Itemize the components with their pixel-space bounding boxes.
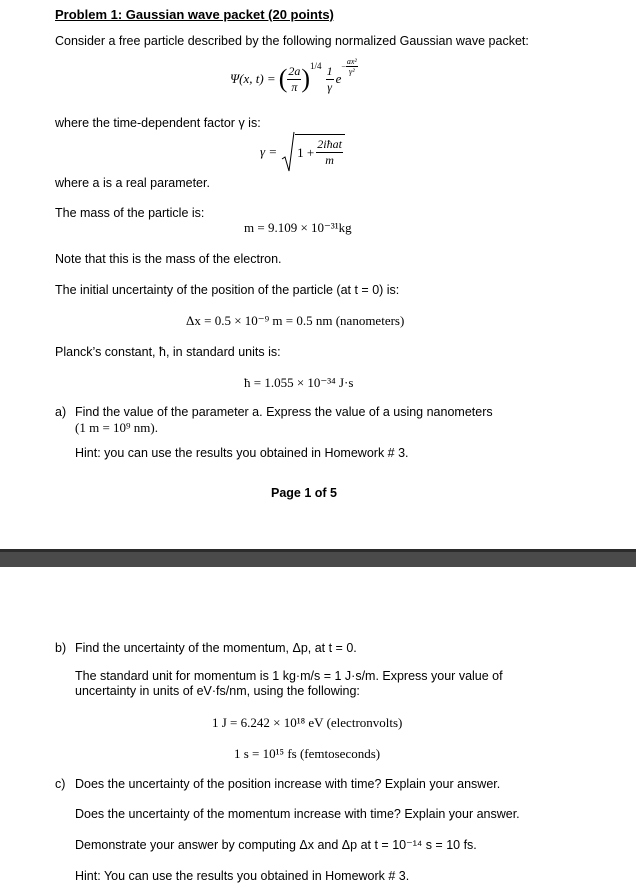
gamma-num: 2iħat [317,137,342,151]
one-over-gamma [326,64,334,95]
problem-title: Problem 1: Gaussian wave packet (20 points) [55,7,334,22]
left-paren: ( [278,64,288,93]
part-a-hint: Hint: you can use the results you obtained in Homework # 3. [75,446,409,460]
mass-equation: m = 9.109 × 10⁻³¹kg [244,220,352,235]
part-c-line1: Does the uncertainty of the position increase with time? Explain your answer. [75,777,501,791]
gamma-den: m [325,153,334,167]
exp-e: e [335,71,342,86]
intro-text: Consider a free particle described by the following normalized Gaussian wave packet: [55,34,529,48]
mass-intro: The mass of the particle is: [55,206,205,220]
part-b-label: b) [55,641,67,655]
gamma-equation [260,131,345,173]
gamma-one-plus: 1 + [297,144,315,160]
psi-fraction [287,64,301,95]
mass-note: Note that this is the mass of the electron. [55,252,282,266]
page-break [0,549,636,567]
dx-equation: Δx = 0.5 × 10⁻⁹ m = 0.5 nm (nanometers) [186,313,405,328]
exp-den: γ² [349,67,355,76]
part-a-label: a) [55,405,67,419]
part-b-line1: Find the uncertainty of the momentum, Δp, at t = 0. [75,641,357,655]
part-b-line3: uncertainty in units of eV·fs/nm, using the following: [75,684,360,698]
part-b-eq1: 1 J = 6.242 × 10¹⁸ eV (electronvolts) [212,715,403,730]
exp-fraction [346,57,358,76]
gamma-denominator: γ [327,79,332,94]
part-b-line2: The standard unit for momentum is 1 kg·m/s = 1 J·s/m. Express your value of [75,669,503,683]
part-a-line1: Find the value of the parameter a. Express the value of a using nanometers [75,405,493,419]
a-parameter-text: where a is a real parameter. [55,176,210,190]
exp-sign: − [341,62,346,71]
gamma-lhs: γ = [260,144,278,159]
psi-frac-den: π [291,79,298,94]
one-numerator: 1 [326,63,333,78]
gamma-fraction [316,137,343,168]
sqrt-body [295,134,345,168]
gamma-intro: where the time-dependent factor γ is: [55,116,261,130]
exp-term [341,57,357,76]
part-c-line3: Demonstrate your answer by computing Δx and Δp at t = 10⁻¹⁴ s = 10 fs. [75,838,477,852]
sqrt-icon [281,131,295,173]
hbar-equation: ħ = 1.055 × 10⁻³⁴ J·s [244,375,354,390]
page-2 [0,567,636,886]
psi-equation [230,59,358,99]
part-c-hint: Hint: You can use the results you obtained in Homework # 3. [75,869,410,883]
exp-num: ax² [346,57,357,66]
part-b-eq2: 1 s = 10¹⁵ fs (femtoseconds) [234,746,381,761]
part-a-line2: (1 m = 10⁹ nm). [75,420,158,435]
part-c-line2: Does the uncertainty of the momentum increase with time? Explain your answer. [75,807,520,821]
part-c-label: c) [55,777,66,791]
psi-lhs: Ψ(x, t) = [230,71,276,86]
planck-intro: Planck’s constant, ħ, in standard units is: [55,345,281,359]
psi-exponent: 1/4 [310,61,322,71]
right-paren: ) [301,64,311,93]
psi-frac-num: 2a [288,63,301,78]
dx-intro: The initial uncertainty of the position of the particle (at t = 0) is: [55,283,400,297]
page-number: Page 1 of 5 [271,486,337,500]
